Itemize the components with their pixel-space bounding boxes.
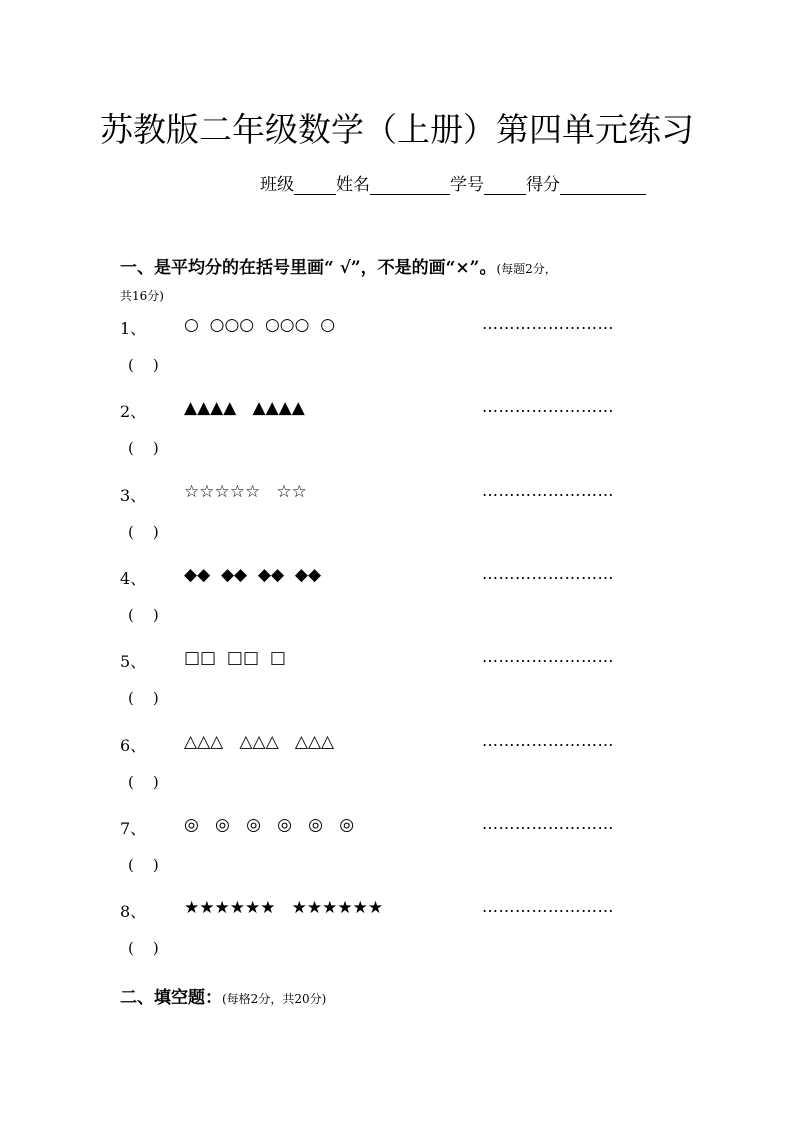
question-number: 6、: [120, 736, 147, 755]
dotted-leader: ……………………: [482, 481, 614, 500]
question-number: 3、: [120, 486, 147, 505]
dotted-leader: ……………………: [482, 314, 614, 333]
section-2-title: 二、填空题：: [120, 988, 222, 1008]
name-blank[interactable]: [370, 176, 450, 195]
question-row: [120, 733, 660, 763]
section-1-note-cont: 共16分): [120, 289, 164, 303]
question-number: 7、: [120, 819, 147, 838]
dotted-leader: ……………………: [482, 897, 614, 916]
class-label: 班级: [260, 175, 294, 195]
section-1-heading: [120, 253, 557, 278]
page-title: 苏教版二年级数学（上册）第四单元练习: [100, 110, 694, 149]
answer-parentheses[interactable]: ( ): [128, 689, 159, 707]
question-number: 1、: [120, 319, 147, 338]
question-number: 8、: [120, 902, 147, 921]
question-shapes: ○ ○○○ ○○○ ○: [184, 315, 336, 335]
question-row: [120, 649, 660, 679]
question-shapes: △△△ △△△ △△△: [184, 732, 335, 752]
question-shapes: ☆☆☆☆☆ ☆☆: [184, 482, 307, 502]
question-shapes: ▲▲▲▲ ▲▲▲▲: [184, 398, 305, 418]
question-number: 2、: [120, 402, 147, 421]
score-blank[interactable]: [560, 176, 646, 195]
name-label: 姓名: [336, 175, 370, 195]
dotted-leader: ……………………: [482, 814, 614, 833]
answer-parentheses[interactable]: ( ): [128, 439, 159, 457]
number-label: 学号: [450, 175, 484, 195]
question-row: [120, 316, 660, 346]
dotted-leader: ……………………: [482, 564, 614, 583]
question-shapes: ◆◆ ◆◆ ◆◆ ◆◆: [184, 565, 322, 585]
question-shapes: □□ □□ □: [184, 648, 286, 668]
answer-parentheses[interactable]: ( ): [128, 773, 159, 791]
question-shapes: ★★★★★★ ★★★★★★: [184, 898, 384, 918]
dotted-leader: ……………………: [482, 397, 614, 416]
class-blank[interactable]: [294, 176, 336, 195]
answer-parentheses[interactable]: ( ): [128, 523, 159, 541]
number-blank[interactable]: [484, 176, 526, 195]
question-shapes: ◎ ◎ ◎ ◎ ◎ ◎: [184, 815, 355, 835]
section-2-note: (每格2分，共20分): [222, 992, 327, 1006]
section-1-title: 一、是平均分的在括号里画“ √”，不是的画“×”。: [120, 258, 497, 278]
question-row: [120, 483, 660, 513]
section-1-note: (每题2分，: [496, 262, 557, 276]
answer-parentheses[interactable]: ( ): [128, 856, 159, 874]
score-label: 得分: [526, 175, 560, 195]
answer-parentheses[interactable]: ( ): [128, 939, 159, 957]
student-info-line: [260, 170, 646, 195]
question-row: [120, 899, 660, 929]
question-number: 4、: [120, 569, 147, 588]
question-row: [120, 566, 660, 596]
dotted-leader: ……………………: [482, 731, 614, 750]
answer-parentheses[interactable]: ( ): [128, 356, 159, 374]
section-2-heading: [120, 983, 326, 1008]
question-number: 5、: [120, 652, 147, 671]
answer-parentheses[interactable]: ( ): [128, 606, 159, 624]
question-row: [120, 816, 660, 846]
question-row: [120, 399, 660, 429]
dotted-leader: ……………………: [482, 647, 614, 666]
